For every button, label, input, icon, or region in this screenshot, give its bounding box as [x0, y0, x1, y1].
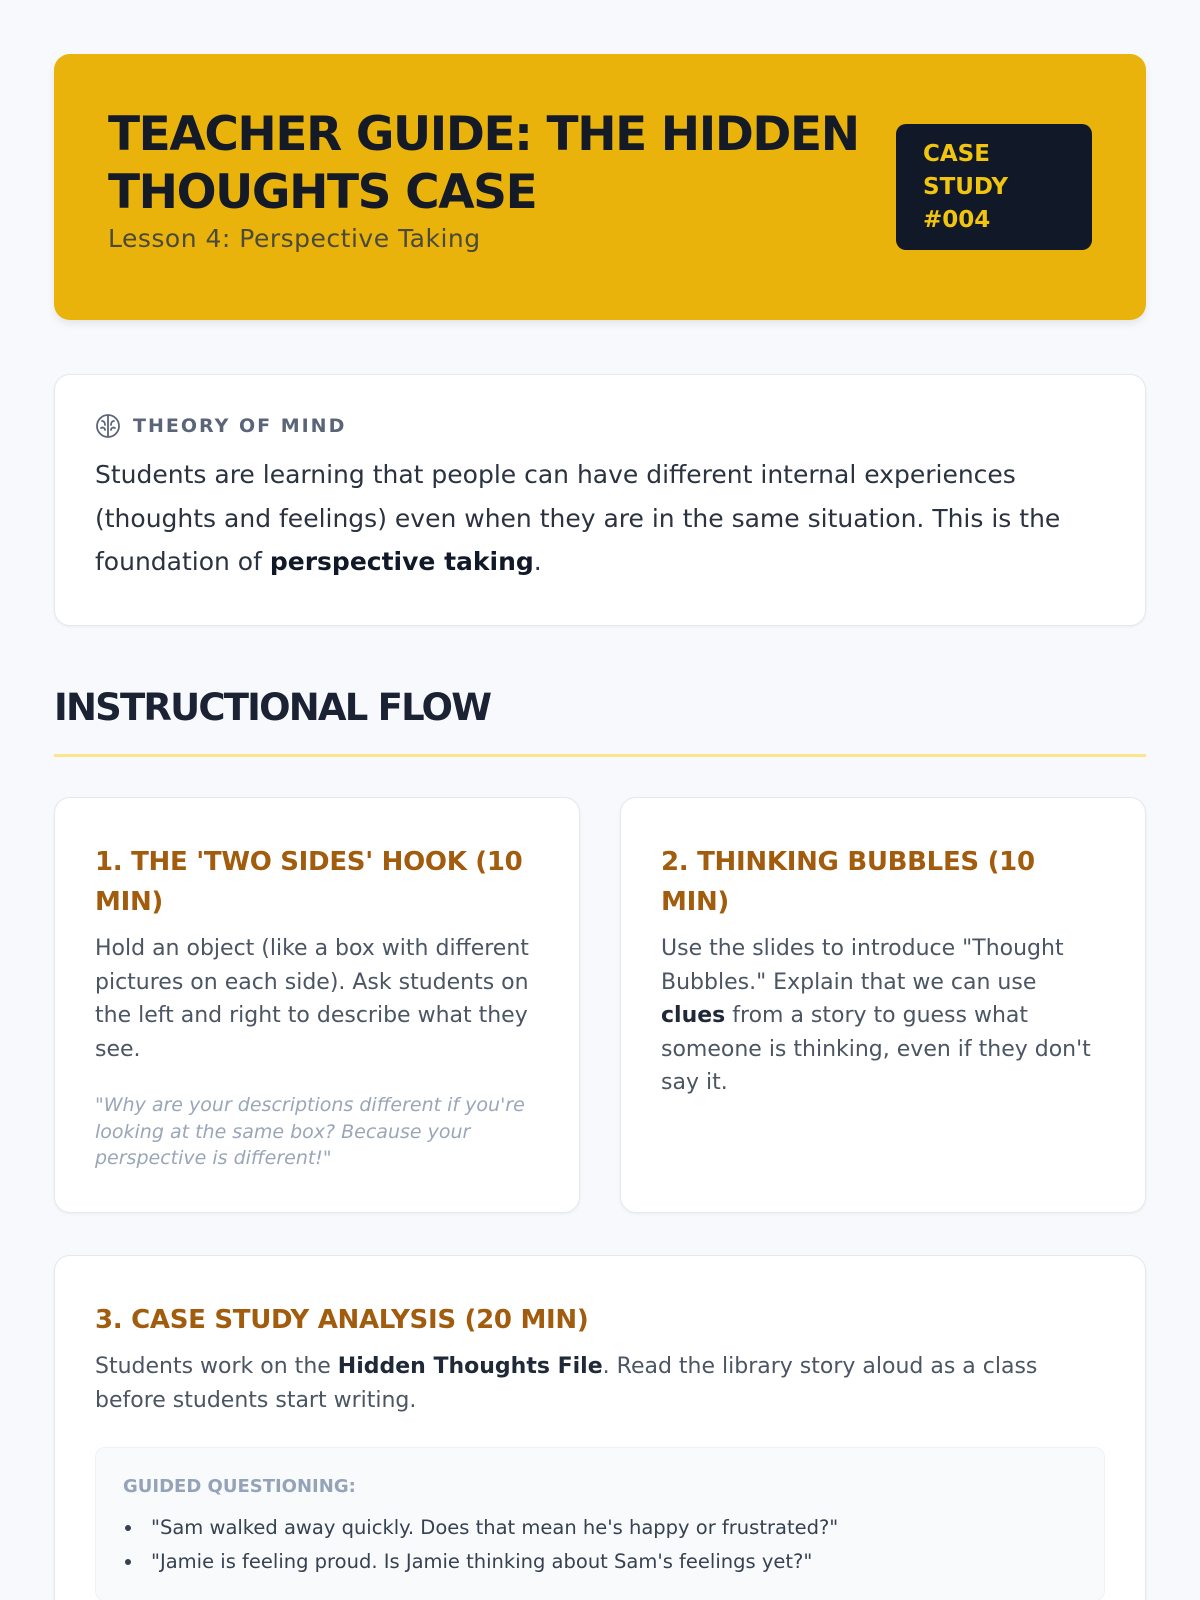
step-body-start: Students work on the — [95, 1354, 338, 1379]
step-body-end: from a story to guess what someone is thinking, even if they don't say it. — [661, 1003, 1091, 1095]
step-row — [54, 797, 1146, 1213]
header-banner — [54, 54, 1146, 320]
brain-icon — [95, 413, 121, 439]
theory-text — [95, 453, 1105, 584]
theory-text-emphasis: perspective taking — [269, 547, 534, 576]
case-study-badge-text: CASE STUDY #004 — [923, 141, 1009, 233]
theory-label: THEORY OF MIND — [133, 415, 347, 437]
step-body-end: . Read the library story aloud as a class before students start writing. — [95, 1354, 1038, 1413]
guided-questioning-box — [95, 1447, 1105, 1600]
step-body-emphasis: Hidden Thoughts File — [337, 1354, 603, 1379]
step-body — [95, 1350, 1105, 1417]
guided-questioning-list — [123, 1511, 1077, 1578]
page-title: TEACHER GUIDE: THE HIDDEN THOUGHTS CASE — [108, 107, 859, 220]
page-subtitle: Lesson 4: Perspective Taking — [108, 224, 481, 253]
section-title: INSTRUCTIONAL FLOW — [54, 686, 491, 729]
step-quote: "Why are your descriptions different if you're looking at the same box? Because your perspective is different!" — [95, 1094, 525, 1169]
theory-card — [54, 374, 1146, 626]
case-study-badge — [896, 124, 1092, 250]
step-card-case-study — [54, 1255, 1146, 1600]
theory-text-start: Students are learning that people can have different internal experiences (thoughts and feelings) even when they are in the same situation. This is the foundation of — [95, 460, 1061, 576]
step-body-emphasis: clues — [661, 1003, 726, 1028]
theory-text-end: . — [533, 547, 542, 576]
step-card-thinking-bubbles — [620, 797, 1146, 1213]
step-body-start: Use the slides to introduce "Thought Bubbles." Explain that we can use — [661, 936, 1064, 995]
step-title: 3. CASE STUDY ANALYSIS (20 MIN) — [95, 1305, 589, 1335]
list-item: "Sam walked away quickly. Does that mean he's happy or frustrated?" — [123, 1511, 1077, 1545]
step-card-hook — [54, 797, 580, 1213]
step-body — [661, 932, 1105, 1100]
step-title: 1. THE 'TWO SIDES' HOOK (10 MIN) — [95, 847, 523, 917]
theory-label-row — [95, 413, 1105, 439]
section-divider — [54, 754, 1146, 757]
step-title: 2. THINKING BUBBLES (10 MIN) — [661, 847, 1035, 917]
guided-questioning-label: GUIDED QUESTIONING: — [123, 1476, 356, 1497]
list-item: "Jamie is feeling proud. Is Jamie thinking about Sam's feelings yet?" — [123, 1545, 1077, 1579]
step-body: Hold an object (like a box with different pictures on each side). Ask students on the left and right to describe what they see. — [95, 936, 529, 1062]
